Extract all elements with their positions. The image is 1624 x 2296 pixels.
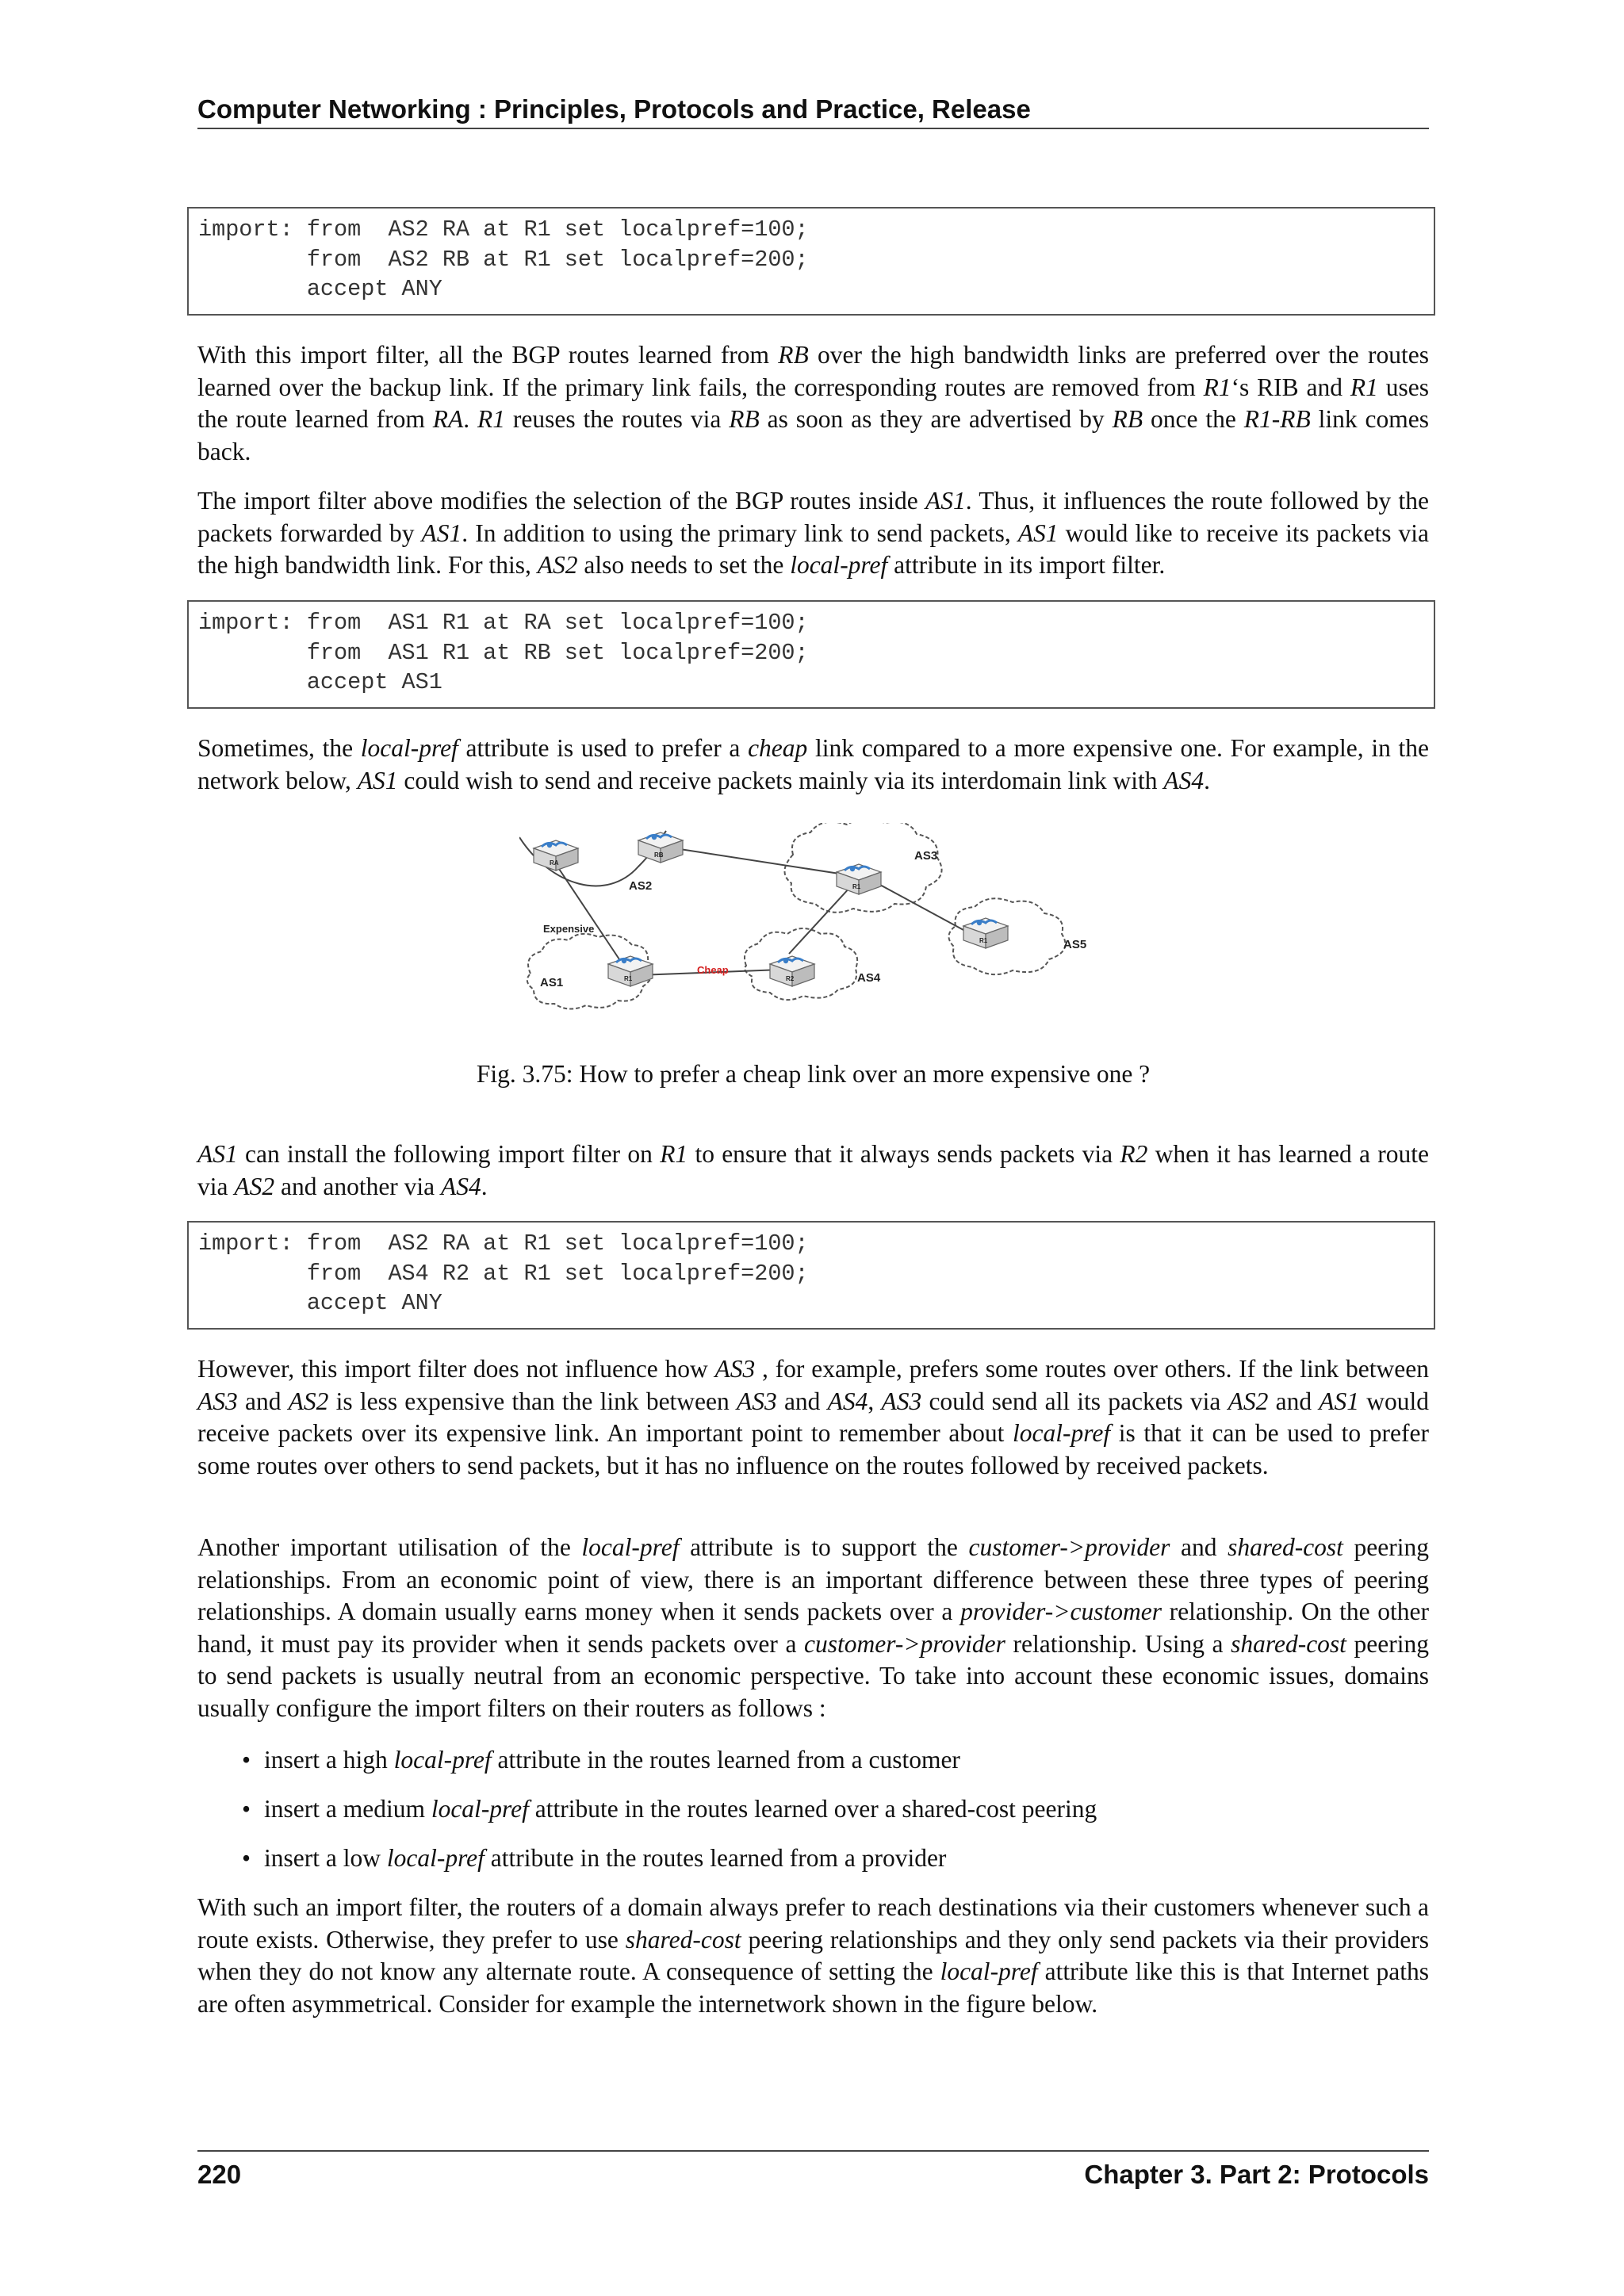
router-rb [638,832,683,863]
label-as4: AS4 [857,971,881,985]
paragraph-economic-relationships: Another important utilisation of the local-pref attribute is to support the customer->provider and shared-cost peering relationships. From an economic point of view, there is an important difference between these three types of peering relationships. A domain usually earns money when it sends packets over a provider->customer relationship. On the other hand, it must pay its provider when it sends packets over a customer->provider relationship. Using a shared-cost peering to send packets is usually neutral from an economic perspective. To take into account these economic issues, domains usually configure the import filters on their routers as follows : [197,1533,1430,1722]
router-ra [534,840,578,871]
bullet-list [197,1744,1429,1892]
paragraph-as3-influence: However, this import filter does not influence how AS3 , for example, prefers some routes over others. If the link between AS3 and AS2 is less expensive than the link between AS3 and AS4, AS3 could send all its packets via AS2 and AS1 would receive packets over its expensive link. An important point to remember about local-pref is that it can be used to prefer some routes over others to send packets, but it has no influence on the routes followed by received packets. [197,1355,1429,1479]
paragraph-as1-filter: AS1 can install the following import filter on R1 to ensure that it always sends packets via R2 when it has learned a route via AS2 and another via AS4. [197,1140,1429,1200]
code-text: import: from AS2 RA at R1 set localpref=100; from AS4 R2 at R1 set localpref=200; accept ANY [198,1230,809,1316]
chapter-title: Chapter 3. Part 2: Protocols [1084,2160,1429,2189]
paragraph-import-filter: With this import filter, all the BGP routes learned from RB over the high bandwidth links are preferred over the routes learned over the backup link. If the primary link fails, the corresponding routes are removed from R1‘s RIB and R1 uses the route learned from RA. R1 reuses the routes via RB as soon as they are advertised by RB once the R1-RB link comes back. [197,341,1429,465]
footer-rule [197,2150,1429,2152]
label-expensive: Expensive [543,923,595,935]
svg-text:R1: R1 [852,883,861,890]
label-as2: AS2 [629,879,653,893]
code-block-import-as1 [187,600,1435,709]
bullet-glyph: • [242,1795,251,1823]
page-number: 220 [197,2160,242,2189]
svg-text:R1: R1 [979,937,988,944]
paragraph-cheap-link: Sometimes, the local-pref attribute is used to prefer a cheap link compared to a more expensive one. For example, in the network below, AS1 could wish to send and receive packets mainly via its interdomain link with AS4. [197,734,1429,794]
header-rule [197,128,1429,129]
svg-text:RA: RA [550,859,559,867]
bullet-glyph: • [242,1844,251,1872]
label-cheap: Cheap [697,964,729,976]
paragraph-asymmetric-paths: With such an import filter, the routers of a domain always prefer to reach destinations via their customers whenever such a route exists. Otherwise, they prefer to use shared-cost peering relationships and they only send packets via their providers when they do not know any alternate route. A consequence of setting the local-pref attribute like this is that Internet paths are often asymmetrical. Consider for example the internetwork shown in the figure below. [197,1893,1429,2018]
figure-caption: Fig. 3.75: How to prefer a cheap link over an more expensive one ? [476,1060,1151,1088]
list-item: • insert a low local-pref attribute in the routes learned from a provider [197,1843,1429,1874]
label-as1: AS1 [540,976,564,989]
label-as3: AS3 [914,849,938,863]
label-as5: AS5 [1063,938,1087,951]
code-text: import: from AS1 R1 at RA set localpref=100; from AS1 R1 at RB set localpref=200; accept AS1 [198,610,809,695]
svg-text:RB: RB [654,851,664,859]
network-diagram [519,823,1106,1031]
code-block-import-as4 [187,1221,1435,1330]
list-item: • insert a high local-pref attribute in the routes learned from a customer [197,1744,1429,1776]
running-header: Computer Networking : Principles, Protocols and Practice, Release [197,94,1031,124]
svg-text:R1: R1 [624,975,633,982]
paragraph-bgp-selection: The import filter above modifies the selection of the BGP routes inside AS1. Thus, it influences the route followed by the packets forwarded by AS1. In addition to using the primary link to send packets, AS1 would like to receive its packets via the high bandwidth link. For this, AS2 also needs to set the local-pref attribute in its import filter. [197,487,1429,580]
svg-text:R2: R2 [786,975,795,982]
code-text: import: from AS2 RA at R1 set localpref=100; from AS2 RB at R1 set localpref=200; accept ANY [198,216,809,302]
bullet-glyph: • [242,1746,251,1774]
list-item: • insert a medium local-pref attribute in the routes learned over a shared-cost peering [197,1793,1429,1825]
code-block-import-as2 [187,207,1435,316]
